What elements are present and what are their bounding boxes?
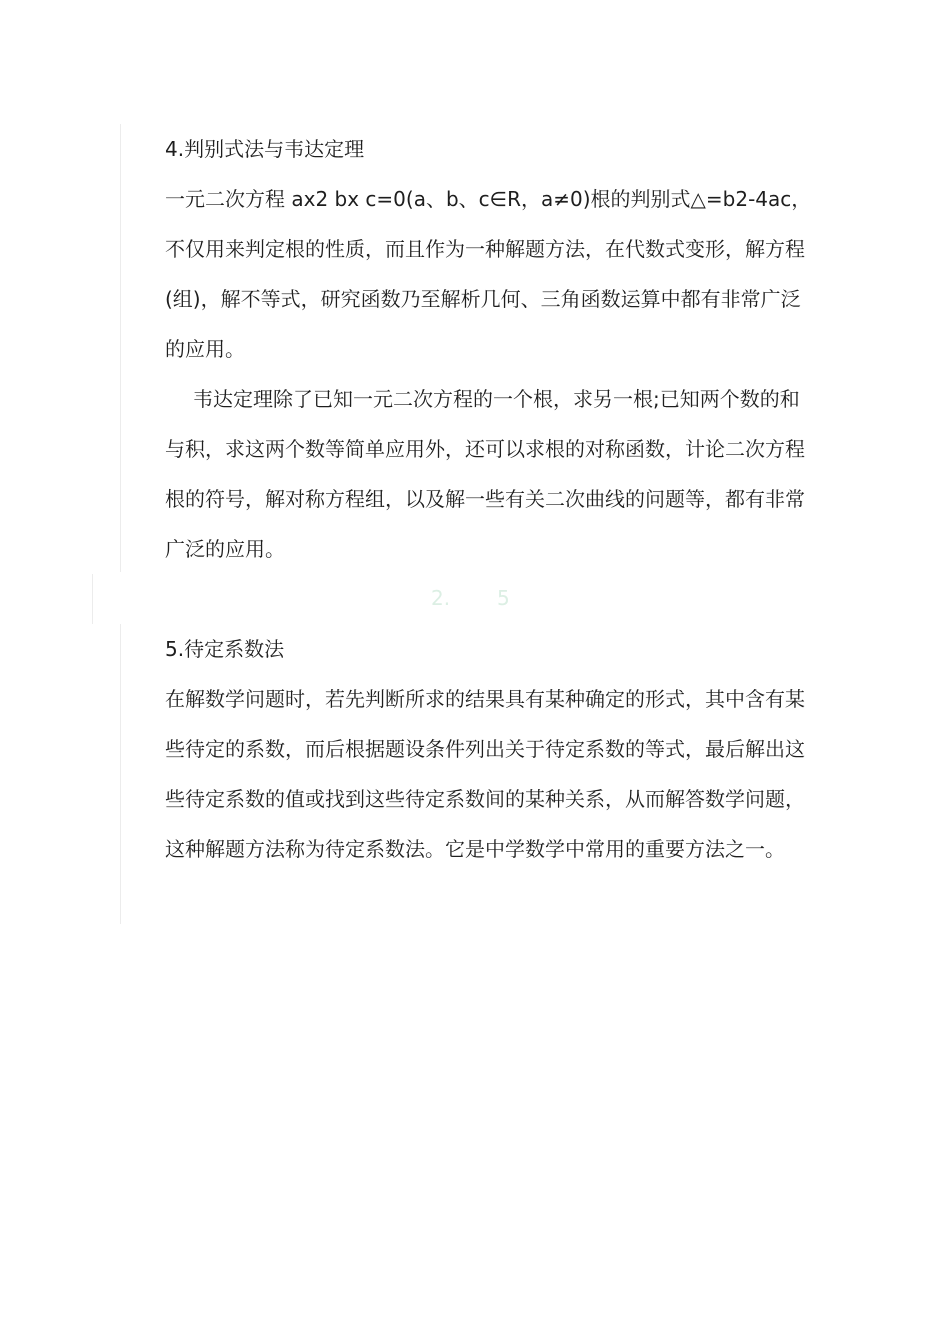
faint-mark: 5 [497, 586, 510, 610]
section-4-content [121, 124, 821, 574]
section-5-block [120, 624, 821, 924]
section-4-heading: 4.判别式法与韦达定理 [165, 137, 365, 161]
section-4-paragraph-vieta: 韦达定理除了已知一元二次方程的一个根，求另一根;已知两个数的和与积，求这两个数等简单应用外，还可以求根的对称函数，计论二次方程根的符号，解对称方程组，以及解一些有关二次曲线的问题等，都有非常广泛的应用。 [165, 387, 805, 561]
section-5-paragraph: 在解数学问题时，若先判断所求的结果具有某种确定的形式，其中含有某些待定的系数，而后根据题设条件列出关于待定系数的等式，最后解出这些待定系数的值或找到这些待定系数间的某种关系，从而解答数学问题，这种解题方法称为待定系数法。它是中学数学中常用的重要方法之一。 [165, 687, 805, 861]
section-4-block [120, 124, 821, 572]
faint-divider-strip [92, 574, 821, 624]
section-5-heading: 5.待定系数法 [165, 637, 285, 661]
section-4-paragraph-discriminant: 一元二次方程 ax2 bx c=0(a、b、c∈R，a≠0)根的判别式△=b2-4ac，不仅用来判定根的性质，而且作为一种解题方法，在代数式变形，解方程(组)，解不等式，研究函数乃至解析几何、三角函数运算中都有非常广泛的应用。 [165, 187, 812, 361]
section-5-content [121, 624, 821, 874]
faint-mark: 2. [431, 586, 451, 610]
